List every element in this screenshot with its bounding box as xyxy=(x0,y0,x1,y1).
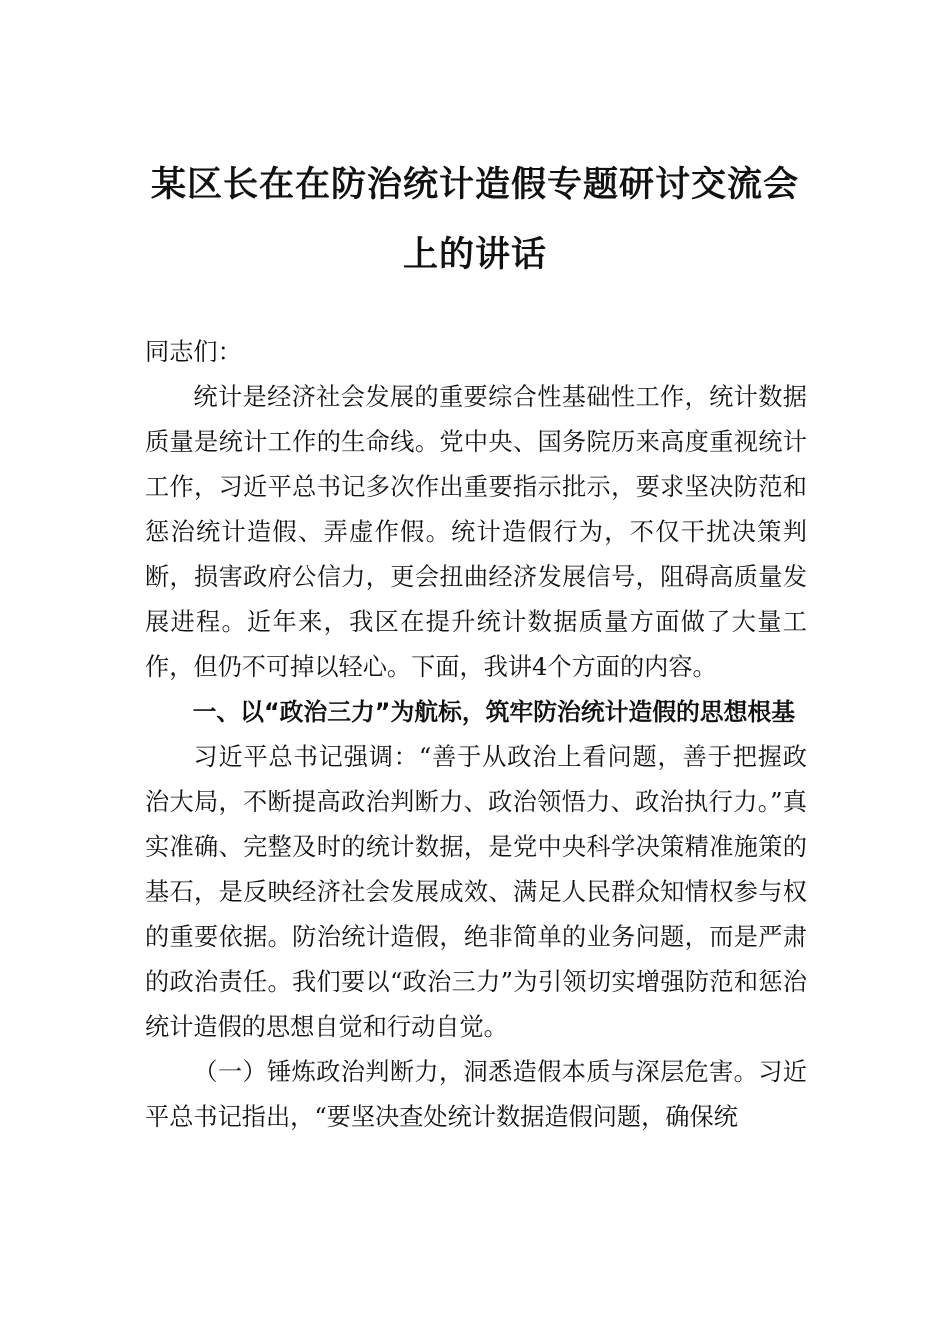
document-title xyxy=(140,150,810,290)
subsection-1-paragraph xyxy=(145,1050,807,1140)
title-line-1: 某区长在在防治统计造假专题研讨交流会 xyxy=(150,164,799,205)
document-body xyxy=(145,330,807,1140)
intro-paragraph: 统计是经济社会发展的重要综合性基础性工作，统计数据质量是统计工作的生命线。党中央、国务院历来高度重视统计工作，习近平总书记多次作出重要指示批示，要求坚决防范和惩治统计造假、弄虚作假。统计造假行为，不仅干扰决策判断，损害政府公信力，更会扭曲经济发展信号，阻碍高质量发展进程。近年来，我区在提升统计数据质量方面做了大量工作，但仍不可掉以轻心。下面，我讲4个方面的内容。 xyxy=(145,383,807,681)
salutation: 同志们： xyxy=(145,338,242,366)
title-line-2: 上的讲话 xyxy=(402,234,547,275)
section-1-paragraph: 习近平总书记强调：“善于从政治上看问题，善于把握政治大局，不断提高政治判断力、政治领悟力、政治执行力。”真实准确、完整及时的统计数据，是党中央科学决策精准施策的基石，是反映经济社会发展成效、满足人民群众知情权参与权的重要依据。防治统计造假，绝非简单的业务问题，而是严肃的政治责任。我们要以“政治三力”为引领切实增强防范和惩治统计造假的思想自觉和行动自觉。 xyxy=(145,743,807,1041)
subsection-1-text: 习近平总书记指出，“要坚决查处统计数据造假问题，确保统 xyxy=(145,1058,807,1131)
section-heading-1: 一、以“政治三力”为航标，筑牢防治统计造假的思想根基 xyxy=(192,698,795,726)
subsection-1-lead: （一）锤炼政治判断力，洞悉造假本质与深层危害。 xyxy=(193,1058,759,1086)
